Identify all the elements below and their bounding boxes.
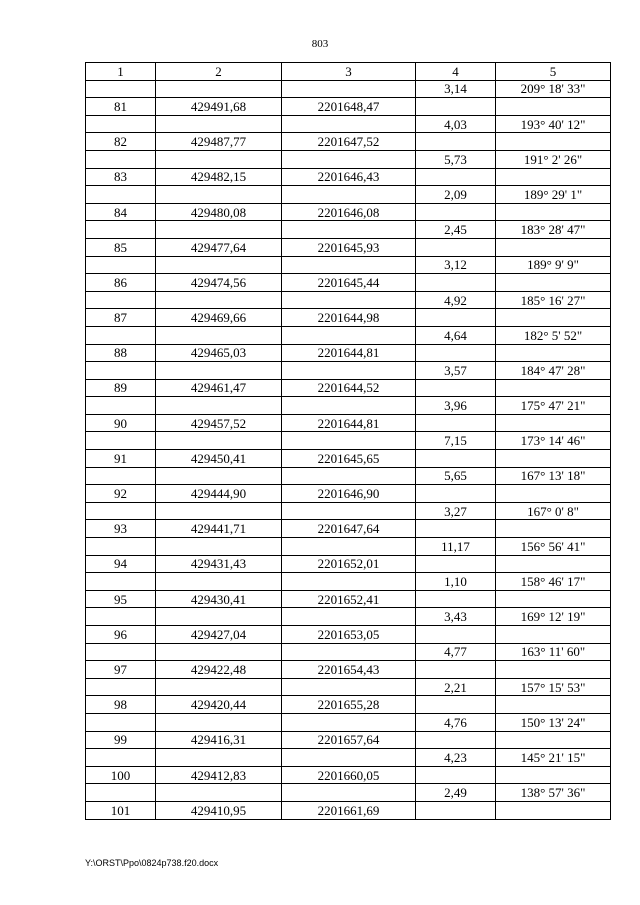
distance-cell: 4,64 — [416, 326, 496, 344]
table-row — [86, 590, 611, 608]
table-row — [86, 538, 611, 556]
table-row — [86, 573, 611, 591]
y-coordinate-cell — [282, 608, 416, 626]
x-coordinate-cell — [156, 150, 282, 168]
table-row — [86, 450, 611, 468]
bearing-cell — [496, 485, 611, 503]
x-coordinate-cell — [156, 115, 282, 133]
column-header: 2 — [156, 63, 282, 81]
y-coordinate-cell: 2201655,28 — [282, 696, 416, 714]
y-coordinate-cell — [282, 678, 416, 696]
table-row — [86, 696, 611, 714]
point-number-cell — [86, 80, 156, 98]
point-number-cell: 96 — [86, 626, 156, 644]
table-row — [86, 344, 611, 362]
table-row — [86, 362, 611, 380]
bearing-cell — [496, 766, 611, 784]
point-number-cell: 100 — [86, 766, 156, 784]
bearing-cell — [496, 168, 611, 186]
point-number-cell — [86, 467, 156, 485]
x-coordinate-cell — [156, 678, 282, 696]
point-number-cell — [86, 502, 156, 520]
distance-cell: 5,65 — [416, 467, 496, 485]
y-coordinate-cell — [282, 397, 416, 415]
bearing-cell — [496, 731, 611, 749]
distance-cell: 3,12 — [416, 256, 496, 274]
table-row — [86, 115, 611, 133]
point-number-cell — [86, 221, 156, 239]
table-row — [86, 150, 611, 168]
point-number-cell: 91 — [86, 450, 156, 468]
table-row — [86, 749, 611, 767]
table-row — [86, 784, 611, 802]
x-coordinate-cell: 429427,04 — [156, 626, 282, 644]
distance-cell — [416, 590, 496, 608]
y-coordinate-cell — [282, 784, 416, 802]
y-coordinate-cell: 2201657,64 — [282, 731, 416, 749]
bearing-cell — [496, 379, 611, 397]
table-row — [86, 801, 611, 819]
bearing-cell — [496, 414, 611, 432]
y-coordinate-cell — [282, 538, 416, 556]
table-row — [86, 678, 611, 696]
x-coordinate-cell: 429431,43 — [156, 555, 282, 573]
point-number-cell — [86, 608, 156, 626]
point-number-cell: 99 — [86, 731, 156, 749]
y-coordinate-cell — [282, 256, 416, 274]
y-coordinate-cell: 2201645,44 — [282, 274, 416, 292]
bearing-cell: 157° 15' 53" — [496, 678, 611, 696]
x-coordinate-cell — [156, 397, 282, 415]
file-path-footer: Y:\ORST\Ppo\0824p738.f20.docx — [85, 858, 219, 868]
distance-cell — [416, 485, 496, 503]
point-number-cell: 92 — [86, 485, 156, 503]
y-coordinate-cell — [282, 749, 416, 767]
y-coordinate-cell — [282, 150, 416, 168]
bearing-cell: 191° 2' 26" — [496, 150, 611, 168]
distance-cell: 7,15 — [416, 432, 496, 450]
point-number-cell — [86, 538, 156, 556]
y-coordinate-cell — [282, 573, 416, 591]
distance-cell: 2,49 — [416, 784, 496, 802]
x-coordinate-cell — [156, 362, 282, 380]
table-row — [86, 414, 611, 432]
y-coordinate-cell: 2201660,05 — [282, 766, 416, 784]
distance-cell: 1,10 — [416, 573, 496, 591]
distance-cell — [416, 203, 496, 221]
y-coordinate-cell — [282, 326, 416, 344]
x-coordinate-cell — [156, 186, 282, 204]
bearing-cell — [496, 133, 611, 151]
distance-cell — [416, 133, 496, 151]
table-body — [86, 80, 611, 819]
point-number-cell — [86, 115, 156, 133]
distance-cell — [416, 696, 496, 714]
distance-cell: 4,76 — [416, 713, 496, 731]
x-coordinate-cell: 429480,08 — [156, 203, 282, 221]
table-row — [86, 713, 611, 731]
y-coordinate-cell — [282, 643, 416, 661]
bearing-cell: 156° 56' 41" — [496, 538, 611, 556]
bearing-cell: 185° 16' 27" — [496, 291, 611, 309]
bearing-cell: 163° 11' 60" — [496, 643, 611, 661]
point-number-cell: 89 — [86, 379, 156, 397]
point-number-cell — [86, 432, 156, 450]
bearing-cell: 189° 29' 1" — [496, 186, 611, 204]
table-row — [86, 256, 611, 274]
x-coordinate-cell — [156, 749, 282, 767]
table-row — [86, 626, 611, 644]
distance-cell: 2,21 — [416, 678, 496, 696]
bearing-cell: 150° 13' 24" — [496, 713, 611, 731]
bearing-cell: 189° 9' 9" — [496, 256, 611, 274]
page-number: 803 — [311, 38, 329, 50]
point-number-cell — [86, 713, 156, 731]
bearing-cell — [496, 590, 611, 608]
y-coordinate-cell: 2201646,43 — [282, 168, 416, 186]
point-number-cell: 88 — [86, 344, 156, 362]
y-coordinate-cell: 2201645,93 — [282, 238, 416, 256]
y-coordinate-cell: 2201652,41 — [282, 590, 416, 608]
x-coordinate-cell: 429474,56 — [156, 274, 282, 292]
point-number-cell — [86, 291, 156, 309]
point-number-cell — [86, 256, 156, 274]
distance-cell — [416, 168, 496, 186]
y-coordinate-cell — [282, 467, 416, 485]
point-number-cell: 97 — [86, 661, 156, 679]
x-coordinate-cell — [156, 784, 282, 802]
y-coordinate-cell: 2201645,65 — [282, 450, 416, 468]
x-coordinate-cell — [156, 502, 282, 520]
y-coordinate-cell: 2201646,90 — [282, 485, 416, 503]
bearing-cell — [496, 344, 611, 362]
table-row — [86, 168, 611, 186]
point-number-cell: 101 — [86, 801, 156, 819]
bearing-cell: 193° 40' 12" — [496, 115, 611, 133]
bearing-cell: 184° 47' 28" — [496, 362, 611, 380]
distance-cell — [416, 555, 496, 573]
table-row — [86, 291, 611, 309]
y-coordinate-cell: 2201654,43 — [282, 661, 416, 679]
distance-cell — [416, 520, 496, 538]
x-coordinate-cell — [156, 80, 282, 98]
distance-cell — [416, 766, 496, 784]
distance-cell — [416, 801, 496, 819]
table-row — [86, 766, 611, 784]
point-number-cell: 87 — [86, 309, 156, 327]
bearing-cell — [496, 238, 611, 256]
y-coordinate-cell — [282, 221, 416, 239]
point-number-cell: 90 — [86, 414, 156, 432]
point-number-cell — [86, 397, 156, 415]
coordinates-table — [85, 62, 611, 820]
y-coordinate-cell — [282, 362, 416, 380]
point-number-cell — [86, 643, 156, 661]
distance-cell — [416, 414, 496, 432]
x-coordinate-cell: 429487,77 — [156, 133, 282, 151]
table-row — [86, 397, 611, 415]
distance-cell — [416, 274, 496, 292]
x-coordinate-cell: 429465,03 — [156, 344, 282, 362]
table-row — [86, 274, 611, 292]
table-row — [86, 80, 611, 98]
point-number-cell — [86, 150, 156, 168]
table-row — [86, 555, 611, 573]
bearing-cell: 138° 57' 36" — [496, 784, 611, 802]
point-number-cell — [86, 749, 156, 767]
distance-cell — [416, 661, 496, 679]
bearing-cell — [496, 520, 611, 538]
y-coordinate-cell: 2201644,98 — [282, 309, 416, 327]
bearing-cell — [496, 626, 611, 644]
x-coordinate-cell — [156, 538, 282, 556]
y-coordinate-cell: 2201644,81 — [282, 414, 416, 432]
distance-cell: 3,57 — [416, 362, 496, 380]
point-number-cell — [86, 573, 156, 591]
y-coordinate-cell: 2201646,08 — [282, 203, 416, 221]
point-number-cell — [86, 678, 156, 696]
table-row — [86, 731, 611, 749]
y-coordinate-cell: 2201647,64 — [282, 520, 416, 538]
y-coordinate-cell — [282, 80, 416, 98]
x-coordinate-cell: 429412,83 — [156, 766, 282, 784]
point-number-cell: 86 — [86, 274, 156, 292]
point-number-cell — [86, 362, 156, 380]
x-coordinate-cell: 429457,52 — [156, 414, 282, 432]
bearing-cell: 169° 12' 19" — [496, 608, 611, 626]
point-number-cell: 94 — [86, 555, 156, 573]
y-coordinate-cell — [282, 432, 416, 450]
distance-cell: 4,03 — [416, 115, 496, 133]
y-coordinate-cell: 2201661,69 — [282, 801, 416, 819]
y-coordinate-cell: 2201644,81 — [282, 344, 416, 362]
bearing-cell: 167° 0' 8" — [496, 502, 611, 520]
y-coordinate-cell: 2201648,47 — [282, 98, 416, 116]
point-number-cell — [86, 784, 156, 802]
distance-cell: 3,27 — [416, 502, 496, 520]
point-number-cell: 95 — [86, 590, 156, 608]
x-coordinate-cell — [156, 256, 282, 274]
table-row — [86, 643, 611, 661]
bearing-cell: 167° 13' 18" — [496, 467, 611, 485]
table-row — [86, 520, 611, 538]
distance-cell: 4,77 — [416, 643, 496, 661]
y-coordinate-cell — [282, 186, 416, 204]
table-row — [86, 608, 611, 626]
x-coordinate-cell: 429422,48 — [156, 661, 282, 679]
y-coordinate-cell — [282, 713, 416, 731]
bearing-cell — [496, 801, 611, 819]
y-coordinate-cell — [282, 502, 416, 520]
bearing-cell — [496, 98, 611, 116]
column-header: 3 — [282, 63, 416, 81]
bearing-cell: 209° 18' 33" — [496, 80, 611, 98]
table-row — [86, 326, 611, 344]
distance-cell: 2,09 — [416, 186, 496, 204]
table-row — [86, 502, 611, 520]
point-number-cell: 83 — [86, 168, 156, 186]
distance-cell: 3,43 — [416, 608, 496, 626]
bearing-cell — [496, 450, 611, 468]
distance-cell: 3,96 — [416, 397, 496, 415]
column-header: 1 — [86, 63, 156, 81]
point-number-cell: 84 — [86, 203, 156, 221]
distance-cell — [416, 344, 496, 362]
point-number-cell — [86, 186, 156, 204]
table-row — [86, 133, 611, 151]
table-header-row — [86, 63, 611, 81]
table-row — [86, 309, 611, 327]
y-coordinate-cell — [282, 291, 416, 309]
x-coordinate-cell: 429416,31 — [156, 731, 282, 749]
table-row — [86, 221, 611, 239]
bearing-cell: 183° 28' 47" — [496, 221, 611, 239]
table-row — [86, 203, 611, 221]
distance-cell — [416, 450, 496, 468]
bearing-cell: 182° 5' 52" — [496, 326, 611, 344]
distance-cell: 3,14 — [416, 80, 496, 98]
point-number-cell: 85 — [86, 238, 156, 256]
x-coordinate-cell: 429491,68 — [156, 98, 282, 116]
table-row — [86, 485, 611, 503]
x-coordinate-cell: 429410,95 — [156, 801, 282, 819]
x-coordinate-cell — [156, 432, 282, 450]
x-coordinate-cell — [156, 713, 282, 731]
y-coordinate-cell: 2201647,52 — [282, 133, 416, 151]
y-coordinate-cell: 2201652,01 — [282, 555, 416, 573]
x-coordinate-cell — [156, 643, 282, 661]
x-coordinate-cell: 429450,41 — [156, 450, 282, 468]
distance-cell: 11,17 — [416, 538, 496, 556]
bearing-cell — [496, 274, 611, 292]
distance-cell: 4,92 — [416, 291, 496, 309]
x-coordinate-cell: 429469,66 — [156, 309, 282, 327]
y-coordinate-cell: 2201644,52 — [282, 379, 416, 397]
bearing-cell — [496, 661, 611, 679]
x-coordinate-cell: 429441,71 — [156, 520, 282, 538]
x-coordinate-cell: 429430,41 — [156, 590, 282, 608]
point-number-cell: 98 — [86, 696, 156, 714]
bearing-cell — [496, 203, 611, 221]
distance-cell: 4,23 — [416, 749, 496, 767]
column-header: 4 — [416, 63, 496, 81]
table-row — [86, 432, 611, 450]
table-row — [86, 661, 611, 679]
point-number-cell: 82 — [86, 133, 156, 151]
bearing-cell: 173° 14' 46" — [496, 432, 611, 450]
distance-cell — [416, 309, 496, 327]
x-coordinate-cell: 429420,44 — [156, 696, 282, 714]
bearing-cell: 145° 21' 15" — [496, 749, 611, 767]
x-coordinate-cell: 429482,15 — [156, 168, 282, 186]
distance-cell — [416, 731, 496, 749]
point-number-cell: 81 — [86, 98, 156, 116]
y-coordinate-cell: 2201653,05 — [282, 626, 416, 644]
x-coordinate-cell — [156, 467, 282, 485]
x-coordinate-cell — [156, 608, 282, 626]
distance-cell: 2,45 — [416, 221, 496, 239]
point-number-cell — [86, 326, 156, 344]
y-coordinate-cell — [282, 115, 416, 133]
x-coordinate-cell — [156, 326, 282, 344]
bearing-cell — [496, 309, 611, 327]
table-row — [86, 467, 611, 485]
bearing-cell — [496, 696, 611, 714]
x-coordinate-cell: 429477,64 — [156, 238, 282, 256]
bearing-cell — [496, 555, 611, 573]
distance-cell — [416, 379, 496, 397]
distance-cell — [416, 238, 496, 256]
point-number-cell: 93 — [86, 520, 156, 538]
table-row — [86, 238, 611, 256]
bearing-cell: 175° 47' 21" — [496, 397, 611, 415]
distance-cell: 5,73 — [416, 150, 496, 168]
x-coordinate-cell: 429444,90 — [156, 485, 282, 503]
table-row — [86, 379, 611, 397]
table-row — [86, 98, 611, 116]
column-header: 5 — [496, 63, 611, 81]
x-coordinate-cell: 429461,47 — [156, 379, 282, 397]
x-coordinate-cell — [156, 573, 282, 591]
distance-cell — [416, 626, 496, 644]
bearing-cell: 158° 46' 17" — [496, 573, 611, 591]
x-coordinate-cell — [156, 221, 282, 239]
table-row — [86, 186, 611, 204]
x-coordinate-cell — [156, 291, 282, 309]
distance-cell — [416, 98, 496, 116]
